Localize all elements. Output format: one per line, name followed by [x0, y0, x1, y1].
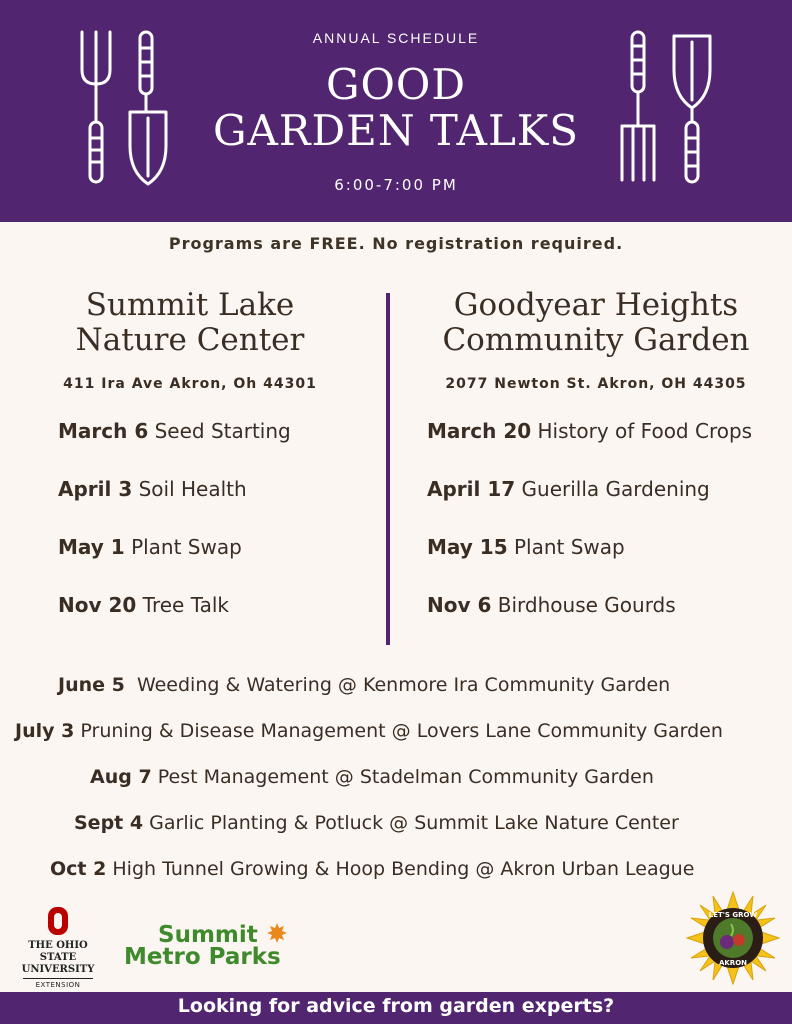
event-date: Nov 6	[427, 593, 492, 617]
event-item	[0, 588, 380, 646]
event-item	[400, 530, 792, 588]
other-events-list	[0, 666, 792, 896]
event-text: Pest Management @ Stadelman Community Garden	[157, 766, 654, 788]
event-item	[0, 414, 380, 472]
event-topic: Guerilla Gardening	[521, 477, 710, 501]
event-date: June 5	[58, 674, 125, 696]
lets-grow-akron-logo	[685, 890, 781, 986]
sun-text-top: LET'S GROW	[708, 911, 758, 919]
event-text: Pruning & Disease Management @ Lovers Lane Community Garden	[80, 720, 723, 742]
event-date: May 1	[58, 535, 125, 559]
event-date: Aug 7	[90, 766, 152, 788]
column-divider	[386, 293, 390, 645]
venue-address: 411 Ira Ave Akron, Oh 44301	[63, 376, 317, 392]
title-line-2: GARDEN TALKS	[212, 106, 580, 155]
list-item	[0, 804, 792, 850]
event-date: Sept 4	[74, 812, 144, 834]
event-topic: Birdhouse Gourds	[497, 593, 676, 617]
event-date: April 17	[427, 477, 516, 501]
osu-line-2: UNIVERSITY	[21, 964, 95, 975]
event-topic: History of Food Crops	[537, 419, 753, 443]
metro-line-1: Summit	[124, 922, 294, 946]
list-item	[0, 850, 792, 896]
venue-title-line-2: Nature Center	[75, 322, 305, 358]
event-date: Nov 20	[58, 593, 137, 617]
rake-trowel-icon	[614, 26, 724, 188]
time-text: 6:00-7:00 PM	[334, 176, 458, 194]
venue-title-line-1: Goodyear Heights	[453, 287, 739, 323]
event-date: July 3	[15, 720, 75, 742]
event-item	[400, 472, 792, 530]
header-banner	[0, 0, 792, 222]
summit-lake-column	[0, 288, 380, 646]
eyebrow-text: ANNUAL SCHEDULE	[312, 30, 480, 46]
ohio-state-logo	[12, 906, 104, 989]
venue-title	[0, 288, 380, 358]
summit-metro-parks-logo	[124, 922, 294, 968]
event-topic: Tree Talk	[142, 593, 229, 617]
event-text: Weeding & Watering @ Kenmore Ira Community Garden	[136, 674, 671, 696]
goodyear-heights-column	[400, 288, 792, 646]
event-topic: Soil Health	[138, 477, 247, 501]
event-item	[0, 472, 380, 530]
footer-banner: Looking for advice from garden experts?	[0, 992, 792, 1024]
event-text: Garlic Planting & Potluck @ Summit Lake Nature Center	[149, 812, 679, 834]
venue-address: 2077 Newton St. Akron, OH 44305	[445, 376, 747, 392]
event-text: High Tunnel Growing & Hoop Bending @ Akron Urban League	[112, 858, 695, 880]
list-item	[0, 712, 792, 758]
maple-leaf-icon	[266, 922, 288, 944]
fork-trowel-icon	[74, 26, 184, 188]
venue-title	[400, 288, 792, 358]
event-date: May 15	[427, 535, 508, 559]
event-date: April 3	[58, 477, 133, 501]
free-notice: Programs are FREE. No registration required.	[168, 234, 624, 253]
osu-line-1: THE OHIO STATE	[28, 940, 88, 963]
list-item	[0, 758, 792, 804]
event-topic: Seed Starting	[154, 419, 291, 443]
event-date: Oct 2	[50, 858, 107, 880]
title-line-1: GOOD	[325, 60, 467, 109]
block-o-icon	[46, 906, 70, 936]
event-topic: Plant Swap	[513, 535, 625, 559]
event-topic: Plant Swap	[131, 535, 242, 559]
metro-line-2: Metro Parks	[124, 944, 281, 970]
sun-text-bottom: AKRON	[718, 959, 748, 967]
list-item	[0, 666, 792, 712]
event-item	[0, 530, 380, 588]
venue-title-line-2: Community Garden	[442, 322, 750, 358]
osu-line-3: EXTENSION	[35, 981, 81, 989]
event-item	[400, 414, 792, 472]
venue-title-line-1: Summit Lake	[85, 287, 295, 323]
event-item	[400, 588, 792, 646]
event-date: March 6	[58, 419, 149, 443]
event-date: March 20	[427, 419, 532, 443]
